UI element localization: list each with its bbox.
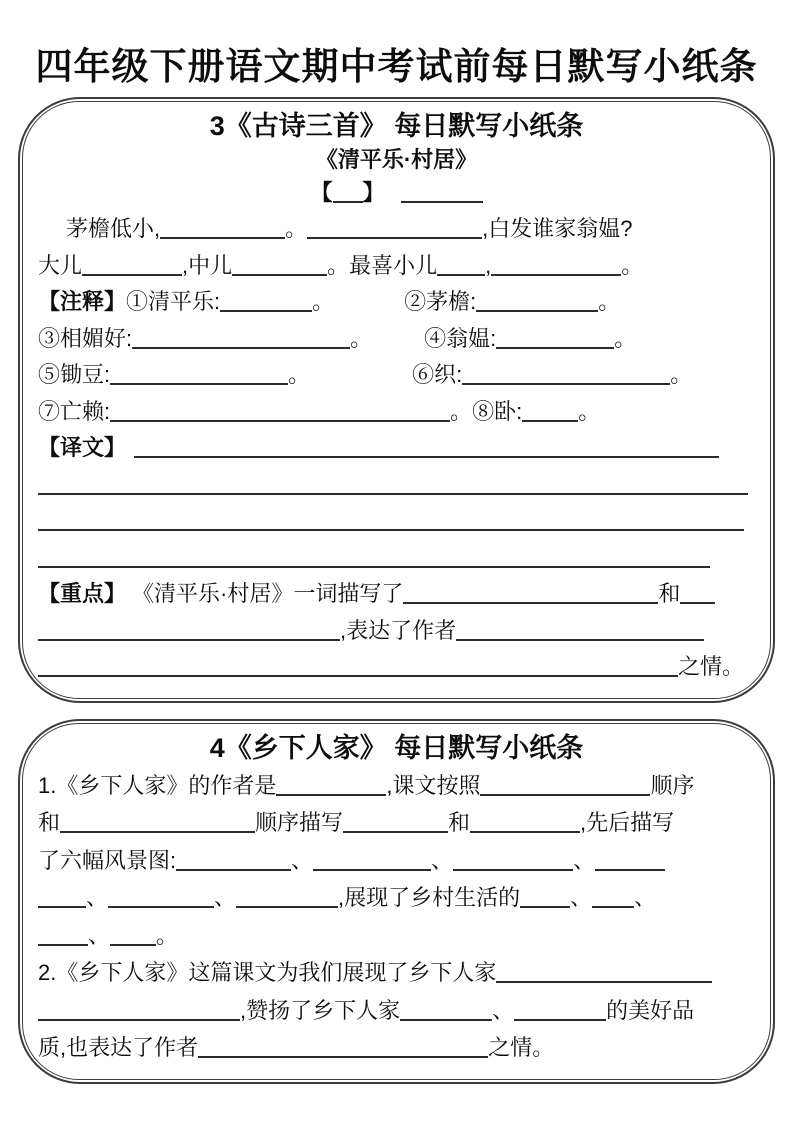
translation-blank-line-3 [38,540,755,577]
q1-line-2 [38,804,755,842]
keypoint-line-2 [38,613,755,650]
text-segment: 。 [614,325,637,351]
blank-fill-line [496,327,614,349]
blank-fill-line [38,655,678,677]
text-segment: ,表达了作者 [340,617,457,643]
blank-fill-line [462,363,670,385]
text-segment: 。 [578,398,601,424]
q1-line-5 [38,917,755,955]
blank-fill-line [110,924,156,946]
blank-fill-line [343,811,448,833]
card-xiangxia-inner [22,723,771,1080]
text-segment: 。 [621,252,644,278]
blank-fill-line [480,774,650,796]
text-segment: ①清平乐: [126,289,221,315]
blank-fill-line [176,849,291,871]
text-segment: 。 [156,922,179,948]
blank-fill-line [198,1036,488,1058]
translation-blank-line-1 [38,467,755,504]
text-segment: 。⑧卧: [450,398,523,424]
q1-line-4 [38,879,755,917]
blank-fill-line [134,436,719,458]
blank-fill-line [307,217,482,239]
text-segment: 和 [658,581,681,607]
blank-fill-line [108,886,214,908]
text-segment: 顺序 [650,772,695,798]
text-segment: ②茅檐: [404,289,477,315]
blank-fill-line [400,999,492,1021]
blank-fill-line [38,619,340,641]
text-segment: 、 [492,997,515,1023]
text-segment: 【 [310,179,333,205]
text-segment: 、 [573,847,596,873]
section-title-xiangxia: 4《乡下人家》 每日默写小纸条 [209,732,584,763]
blank-fill-line [514,999,606,1021]
text-segment: ④翁媪: [424,325,497,351]
card-xiangxia-renjia [18,719,775,1084]
text-segment: 、 [570,885,593,911]
text-segment: 和 [448,810,471,836]
notes-line-4 [38,394,755,431]
text-segment: ,中儿 [182,252,233,278]
notes-line-3 [38,357,755,394]
blank-fill-line [38,473,748,495]
blank-fill-line [456,619,704,641]
blank-fill-line [38,546,710,568]
blank-fill-line [60,811,255,833]
text-segment: 和 [38,810,61,836]
blank-fill-line [313,849,431,871]
text-segment: ⑤锄豆: [38,362,111,388]
blank-fill-line [491,254,621,276]
poem-line-2 [38,248,755,285]
q1-line-1 [38,767,755,805]
blank-fill-line [38,886,86,908]
blank-fill-line [476,290,598,312]
text-segment: ,白发谁家翁媪? [482,216,633,242]
section-title-gushi: 3《古诗三首》 每日默写小纸条 [209,110,584,141]
blank-fill-line [110,363,288,385]
text-segment: ⑦亡赖: [38,398,111,424]
card-gushi-inner [22,101,771,699]
text-segment: 。最喜小儿 [327,252,438,278]
notes-line-1 [38,284,755,321]
blank-fill-line [496,961,712,983]
text-segment: ③相媚好: [38,325,133,351]
blank-fill-line [110,400,450,422]
blank-fill-line [680,582,715,604]
keypoint-line-3 [38,649,755,686]
text-segment: 1.《乡下人家》的作者是 [38,772,277,798]
text-segment: 茅檐低小, [66,216,161,242]
text-segment: 的美好品 [606,997,695,1023]
blank-fill-line [333,181,363,203]
blank-fill-line [38,999,240,1021]
text-segment: 2.《乡下人家》这篇课文为我们展现了乡下人家 [38,960,497,986]
q2-line-1 [38,954,755,992]
blank-fill-line [82,254,182,276]
page-title: 四年级下册语文期中考试前每日默写小纸条 [35,46,758,87]
blank-fill-line [403,582,658,604]
text-segment: , [485,252,492,278]
text-segment: 。 [285,216,308,242]
blank-fill-line [38,924,88,946]
poem-line-1 [38,211,755,248]
q2-line-2 [38,992,755,1030]
text-segment: 大儿 [38,252,83,278]
text-segment: 之情。 [678,654,745,680]
translation-blank-line-2 [38,503,755,540]
text-segment: 、 [214,885,237,911]
text-segment: 。 [670,362,693,388]
poem-title: 《清平乐·村居》 [315,146,478,172]
blank-fill-line [453,849,573,871]
text-segment: ⑥织: [412,362,463,388]
text-segment: 【注释】 [38,289,127,315]
blank-fill-line [38,509,744,531]
text-segment: 顺序描写 [255,810,344,836]
text-segment: 、 [431,847,454,873]
blank-fill-line [160,217,285,239]
blank-fill-line [437,254,485,276]
text-segment: ,先后描写 [580,810,675,836]
author-blank-line [38,175,755,212]
blank-fill-line [520,886,570,908]
card-gushi-sanshou [18,97,775,703]
text-segment: 。 [288,362,311,388]
blank-fill-line [232,254,327,276]
text-segment: 了六幅风景图: [38,847,177,873]
text-segment: ,展现了乡村生活的 [338,885,521,911]
text-segment: 【重点】 [38,581,127,607]
blank-fill-line [220,290,312,312]
q1-line-3 [38,842,755,880]
blank-fill-line [522,400,578,422]
text-segment: 、 [86,885,109,911]
text-segment: 《清平乐·村居》一词描写了 [132,581,404,607]
text-segment: 。 [598,289,621,315]
text-segment: 【译文】 [38,435,127,461]
translation-label-line [38,430,755,467]
text-segment: ,赞扬了乡下人家 [240,997,401,1023]
text-segment: 。 [312,289,335,315]
text-segment: 】 [362,179,385,205]
blank-fill-line [401,181,483,203]
text-segment: ,课文按照 [386,772,481,798]
blank-fill-line [595,849,665,871]
text-segment: 。 [350,325,373,351]
notes-line-2 [38,321,755,358]
blank-fill-line [276,774,386,796]
blank-fill-line [592,886,634,908]
keypoint-line-1 [38,576,755,613]
q2-line-3 [38,1029,755,1067]
text-segment: 质,也表达了作者 [38,1035,199,1061]
blank-fill-line [470,811,580,833]
text-segment: 、 [291,847,314,873]
blank-fill-line [236,886,338,908]
text-segment: 、 [634,885,657,911]
blank-fill-line [132,327,350,349]
text-segment: 之情。 [488,1035,555,1061]
text-segment: 、 [88,922,111,948]
